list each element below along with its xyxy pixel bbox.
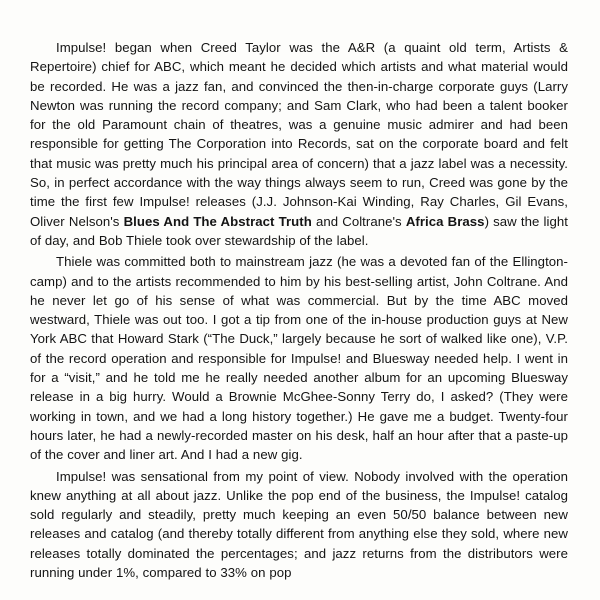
paragraph-1 (30, 38, 568, 250)
paragraph-2 (30, 252, 568, 464)
text-run: Thiele was committed both to mainstream jazz (he was a devoted fan of the Ellington-camp) and to the artists recommended to him by his best-selling artist, John Coltrane. And he never let go of his sense of what was commercial. But by the time ABC moved westward, Thiele was out too. I got a tip from one of the in-house production guys at New York ABC that Howard Stark (“The Duck,” largely because he sort of walked like one), V.P. of the record operation and responsible for Impulse! and Bluesway needed help. I went in for a “visit,” and he told me he really needed another album for an upcoming Bluesway release in a big hurry. Would a Brownie McGhee-Sonny Terry do, I asked? (They were working in town, and we had a long history together.) He gave me a budget. Twenty-four hours later, he had a newly-recorded master on his desk, half an hour after that a paste-up of the cover and liner art. And I had a new gig. (30, 254, 568, 463)
paragraph-1-text (30, 40, 568, 248)
paragraph-3-text (30, 469, 568, 580)
paragraph-3 (30, 467, 568, 583)
text-run: ) saw the light of day, and Bob Thiele took over stewardship of the label. (30, 213, 568, 248)
text-run: and Coltrane's (311, 213, 406, 229)
document-body (30, 38, 568, 582)
paragraph-2-text (30, 254, 568, 462)
text-run: Impulse! was sensational from my point of view. Nobody involved with the operation knew anything at all about jazz. Unlike the pop end of the business, the Impulse! catalog sold regularly and steadily, pretty much keeping an even 50/50 balance between new releases and catalog (and thereby totally different from anything else they sold, where new releases totally dominated the percentages; and jazz returns from the distributors were running under 1%, compared to 33% on pop (30, 468, 568, 581)
album-title: Blues And The Abstract Truth (123, 213, 312, 229)
album-title: Africa Brass (405, 213, 485, 229)
text-run: Impulse! began when Creed Taylor was the A&R (a quaint old term, Artists & Repertoire) chief for ABC, which meant he decided which artists and what material would be recorded. He was a jazz fan, and convinced the then-in-charge corporate guys (Larry Newton was running the record company; and Sam Clark, who had been a talent booker for the old Paramount chain of theatres, was a genuine music admirer and had been responsible for getting The Corporation into Records, sat on the corporate board and felt that music was pretty much his principal area of concern) that a jazz label was a necessity. So, in perfect accordance with the way things always seem to run, Creed was gone by the time the first few Impulse! releases (J.J. Johnson-Kai Winding, Ray Charles, Gil Evans, Oliver Nelson's (30, 40, 568, 229)
